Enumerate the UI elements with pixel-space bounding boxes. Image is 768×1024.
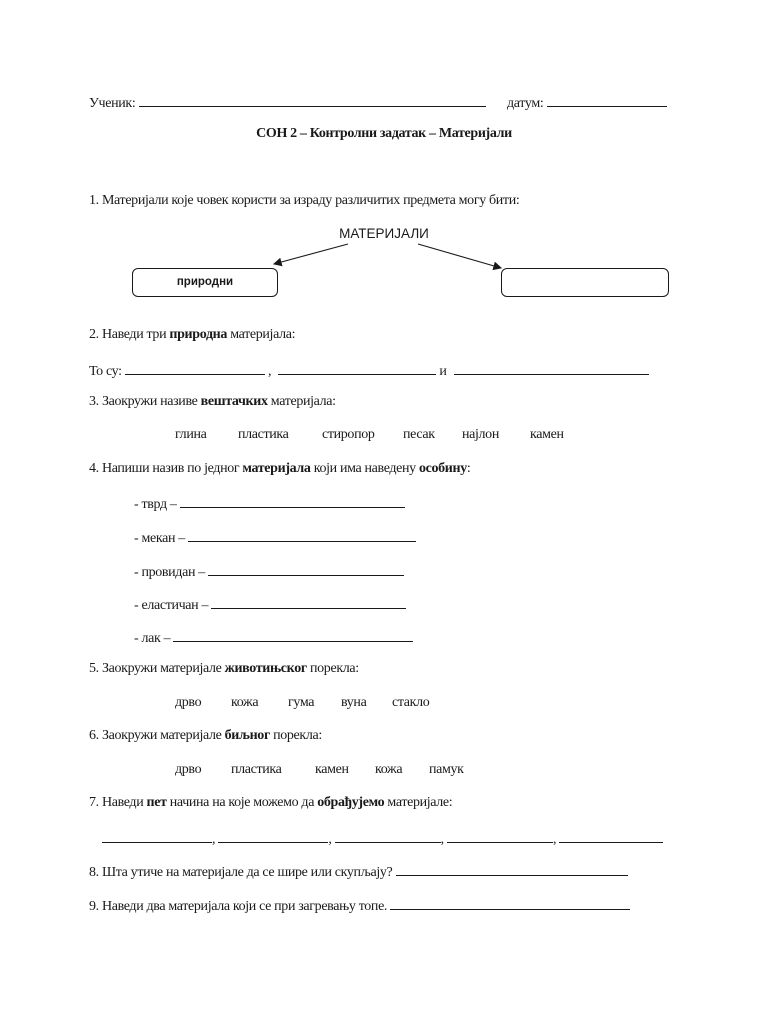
q4-answer[interactable]	[211, 595, 406, 609]
q5-word[interactable]: вуна	[341, 695, 367, 710]
q4-item-label: - еластичан –	[134, 598, 209, 613]
question-1: 1. Материјали које човек користи за израду различитих предмета могу бити:	[89, 193, 520, 208]
q7-answer[interactable]	[335, 829, 441, 843]
student-label: Ученик:	[89, 96, 136, 111]
q6-post: порекла:	[269, 728, 322, 743]
q4-mid: који има наведену	[310, 461, 419, 476]
q4-item	[134, 628, 413, 647]
q9-text: 9. Наведи два материјала који се при загревању топе.	[89, 899, 388, 914]
q5-word[interactable]: гума	[288, 695, 315, 710]
q3-word[interactable]: најлон	[462, 427, 499, 442]
q5-post: порекла:	[306, 661, 359, 676]
q5-word[interactable]: дрво	[175, 695, 202, 710]
q4-item-label: - мекан –	[134, 531, 185, 546]
q4-post: :	[466, 461, 471, 476]
q6-word[interactable]: камен	[315, 762, 349, 777]
arrow-right	[418, 244, 501, 268]
question-2	[89, 327, 295, 343]
q4-item	[134, 528, 416, 547]
q2-answer-3[interactable]	[454, 361, 649, 375]
q4-item	[134, 494, 405, 513]
q2-pre: 2. Наведи три	[89, 327, 170, 342]
date-label: датум:	[507, 96, 544, 111]
q2-and: и	[439, 364, 447, 379]
q4-pre: 4. Напиши назив по једног	[89, 461, 243, 476]
q3-pre: 3. Заокружи називе	[89, 394, 201, 409]
q6-word[interactable]: кожа	[375, 762, 403, 777]
diagram-title: МАТЕРИЈАЛИ	[339, 226, 429, 241]
question-3	[89, 394, 336, 410]
artificial-materials-box[interactable]	[501, 268, 669, 297]
q4-answer[interactable]	[180, 494, 405, 508]
q8-answer[interactable]	[396, 862, 628, 876]
q2-prefix: То су:	[89, 364, 122, 379]
q7-answer[interactable]	[102, 829, 212, 843]
q4-answer[interactable]	[188, 528, 416, 542]
q4-item-label: - тврд –	[134, 497, 177, 512]
q7-sep: ,	[212, 832, 216, 847]
q8-text: 8. Шта утиче на материјале да се шире или скупљају?	[89, 865, 393, 880]
q3-bold: вештачких	[200, 394, 268, 409]
q9-answer[interactable]	[390, 896, 630, 910]
q7-pre: 7. Наведи	[89, 795, 147, 810]
q7-answer-line	[102, 829, 663, 848]
q7-answer[interactable]	[218, 829, 328, 843]
question-4	[89, 461, 470, 477]
question-5	[89, 661, 359, 677]
q6-word[interactable]: памук	[429, 762, 464, 777]
q5-word[interactable]: стакло	[392, 695, 430, 710]
q4-bold-2: особину	[418, 461, 467, 476]
diagram-arrows	[0, 0, 768, 300]
q7-sep: ,	[328, 832, 332, 847]
q4-item-label: - провидан –	[134, 565, 205, 580]
q2-answer-2[interactable]	[278, 361, 436, 375]
q3-post: материјала:	[267, 394, 336, 409]
q7-mid: начина на које можемо да	[166, 795, 318, 810]
q3-word[interactable]: пластика	[238, 427, 289, 442]
q5-bold: животињског	[224, 661, 307, 676]
q6-pre: 6. Заокружи материјале	[89, 728, 225, 743]
q3-word[interactable]: глина	[175, 427, 207, 442]
q3-word[interactable]: камен	[530, 427, 564, 442]
q3-word[interactable]: песак	[403, 427, 435, 442]
q4-item-label: - лак –	[134, 631, 171, 646]
q3-word[interactable]: стиропор	[322, 427, 375, 442]
q2-sep: ,	[267, 364, 272, 379]
q7-sep: ,	[440, 832, 444, 847]
q7-post: материјале:	[384, 795, 453, 810]
q5-pre: 5. Заокружи материјале	[89, 661, 225, 676]
q6-bold: биљног	[224, 728, 270, 743]
question-9	[89, 896, 630, 915]
q7-sep: ,	[552, 832, 557, 847]
question-7	[89, 795, 452, 811]
q4-answer[interactable]	[208, 562, 404, 576]
q2-answer-line	[89, 361, 649, 380]
page-title: СОН 2 – Контролни задатак – Материјали	[256, 126, 512, 141]
q7-answer[interactable]	[447, 829, 553, 843]
q4-bold-1: материјала	[242, 461, 311, 476]
natural-materials-box: природни	[132, 268, 278, 297]
q2-answer-1[interactable]	[125, 361, 265, 375]
q2-bold: природна	[169, 327, 228, 342]
q7-bold-1: пет	[146, 795, 167, 810]
question-6	[89, 728, 322, 744]
q7-answer[interactable]	[559, 829, 663, 843]
q4-item	[134, 595, 406, 614]
q6-word[interactable]: дрво	[175, 762, 202, 777]
q4-answer[interactable]	[173, 628, 413, 642]
q5-word[interactable]: кожа	[231, 695, 259, 710]
q2-post: материјала:	[227, 327, 296, 342]
q7-bold-2: обрађујемо	[317, 795, 385, 810]
question-8	[89, 862, 628, 881]
q4-item	[134, 562, 404, 581]
arrow-left	[274, 244, 348, 264]
q6-word[interactable]: пластика	[231, 762, 282, 777]
